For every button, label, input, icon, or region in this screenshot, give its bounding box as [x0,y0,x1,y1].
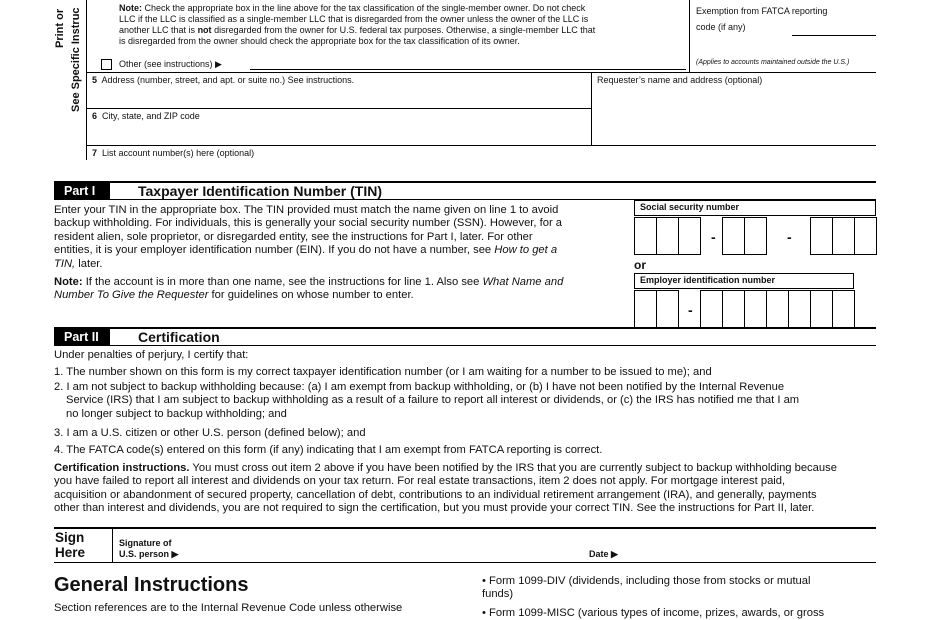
general-instructions-left: Section references are to the Internal Revenue Code unless otherwise [54,602,403,614]
city-state-zip-field[interactable] [88,122,588,142]
ein-digit-box[interactable] [656,290,679,328]
ssn-digit-box[interactable] [832,217,855,255]
ein-label: Employer identification number [640,275,776,285]
fatca-code-field[interactable] [792,35,876,36]
sign-rule-top [54,527,876,529]
ssn-digit-box[interactable] [744,217,767,255]
part-2-tag: Part II [54,329,110,345]
tin-instructions: Enter your TIN in the appropriate box. The TIN provided must match the name given on line 1 to avoid backup withholding. For individuals, this is generally your social security number (SSN). However, for a resident alien, sole proprietor, or disregarded entity, see the instructions for Part I, later. For other entities, it is your employer identification number (EIN). If you do not have a number, see How to get a TIN, later. [54,204,563,270]
ein-digit-box[interactable] [810,290,833,328]
form-left-border [86,0,87,160]
tin-note: Note: If the account is in more than one name, see the instructions for line 1. Also see What Name and Number To Give the Requester for guidelines on whose number to enter. [54,276,564,302]
part-2-title: Certification [138,329,220,345]
signature-field[interactable] [200,536,580,560]
line-5-top [86,72,876,73]
ein-dash: - [688,302,693,318]
other-checkbox[interactable] [101,59,112,70]
ein-digit-box[interactable] [634,290,657,328]
certification-text: Under penalties of perjury, I certify that: 1. The number shown on this form is my correct taxpayer identification number (or I am waiting for a number to be issued to me); and 2. I am not subject to backup withholding because: (a) I am exempt from backup withholding, or (b) I have not been notified by the Internal Revenue Service (IRS) that I am subject to backup withholding as a result of a failure to report all interest or dividends, or (c) the IRS has notified me that I am no longer subject to backup withholding; and 3. I am a U.S. citizen or other U.S. person (defined below); and 4. The FATCA code(s) entered on this form (if any) indicating that I am exempt from FATCA reporting is correct. Certification instructions. You must cross out item 2 above if you have been notified by the IRS that you are currently subject to backup withholding because you have failed to report all interest and dividends on your tax return. For real estate transactions, item 2 does not apply. For mortgage interest paid, acquisition or abandonment of secured property, cancellation of debt, contributions to an individual retirement arrangement (IRA), and generally, payments other than interest and dividends, you are not required to sign the certification, but you must provide your correct TIN. See the instructions for Part II, later. [54,349,837,515]
part-2-header-bottom [54,345,876,346]
ssn-digit-box[interactable] [854,217,877,255]
sign-here-label: Sign Here [55,530,86,560]
account-numbers-field[interactable] [88,159,874,179]
requester-label: Requester’s name and address (optional) [597,75,763,85]
other-label: Other (see instructions) ▶ [119,59,222,69]
address-field[interactable] [88,86,588,106]
date-field[interactable] [630,536,870,560]
requester-divider [591,72,592,145]
ssn-digit-box[interactable] [810,217,833,255]
line-7-label: 7 List account number(s) here (optional) [92,148,255,158]
ssn-digit-box[interactable] [722,217,745,255]
sidebar-instructions-label: See Specific Instruc [70,7,82,112]
ein-digit-box[interactable] [700,290,723,328]
sign-rule-bottom [54,562,876,563]
line-6-top [86,108,591,109]
or-label: or [634,258,646,272]
ssn-dash-2: - [787,229,792,245]
fatca-divider [689,0,690,72]
line-7-top [86,145,876,146]
ssn-digit-box[interactable] [634,217,657,255]
ein-digit-box[interactable] [788,290,811,328]
ssn-label: Social security number [640,202,740,212]
general-instructions-title: General Instructions [54,574,249,596]
llc-note: Note: Check the appropriate box in the line above for the tax classification of the single-member owner. Do not check LLC if the LLC is classified as a single-member LLC that is disregarded from the owner unless the owner of the LLC is another LLC that is not disregarded from the owner for U.S. federal tax purposes. Otherwise, a single-member LLC that is disregarded from the owner should check the appropriate box for the tax classification of its owner. [119,3,596,46]
ssn-dash-1: - [711,229,716,245]
part-1-title: Taxpayer Identification Number (TIN) [138,183,382,199]
line-6-label: 6 City, state, and ZIP code [92,111,200,121]
sidebar-print-label: Print or [54,8,66,48]
line-5-label: 5 Address (number, street, and apt. or suite no.) See instructions. [92,75,355,85]
ssn-digit-box[interactable] [656,217,679,255]
fatca-label: Exemption from FATCA reporting code (if any) [696,6,828,32]
ein-digit-box[interactable] [766,290,789,328]
other-line [250,69,686,70]
fatca-applies-note: (Applies to accounts maintained outside the U.S.) [696,59,850,66]
ssn-digit-box[interactable] [678,217,701,255]
ein-digit-box[interactable] [722,290,745,328]
sign-divider [112,529,113,562]
date-label: Date ▶ [589,549,618,559]
part-1-tag: Part I [54,183,110,199]
ein-digit-box[interactable] [744,290,767,328]
general-instructions-right: • Form 1099-DIV (dividends, including those from stocks or mutual funds) • Form 1099-MISC (various types of income, prizes, awards, or gross [482,575,825,619]
ein-digit-box[interactable] [832,290,855,328]
signature-label: Signature of U.S. person ▶ [119,538,179,559]
